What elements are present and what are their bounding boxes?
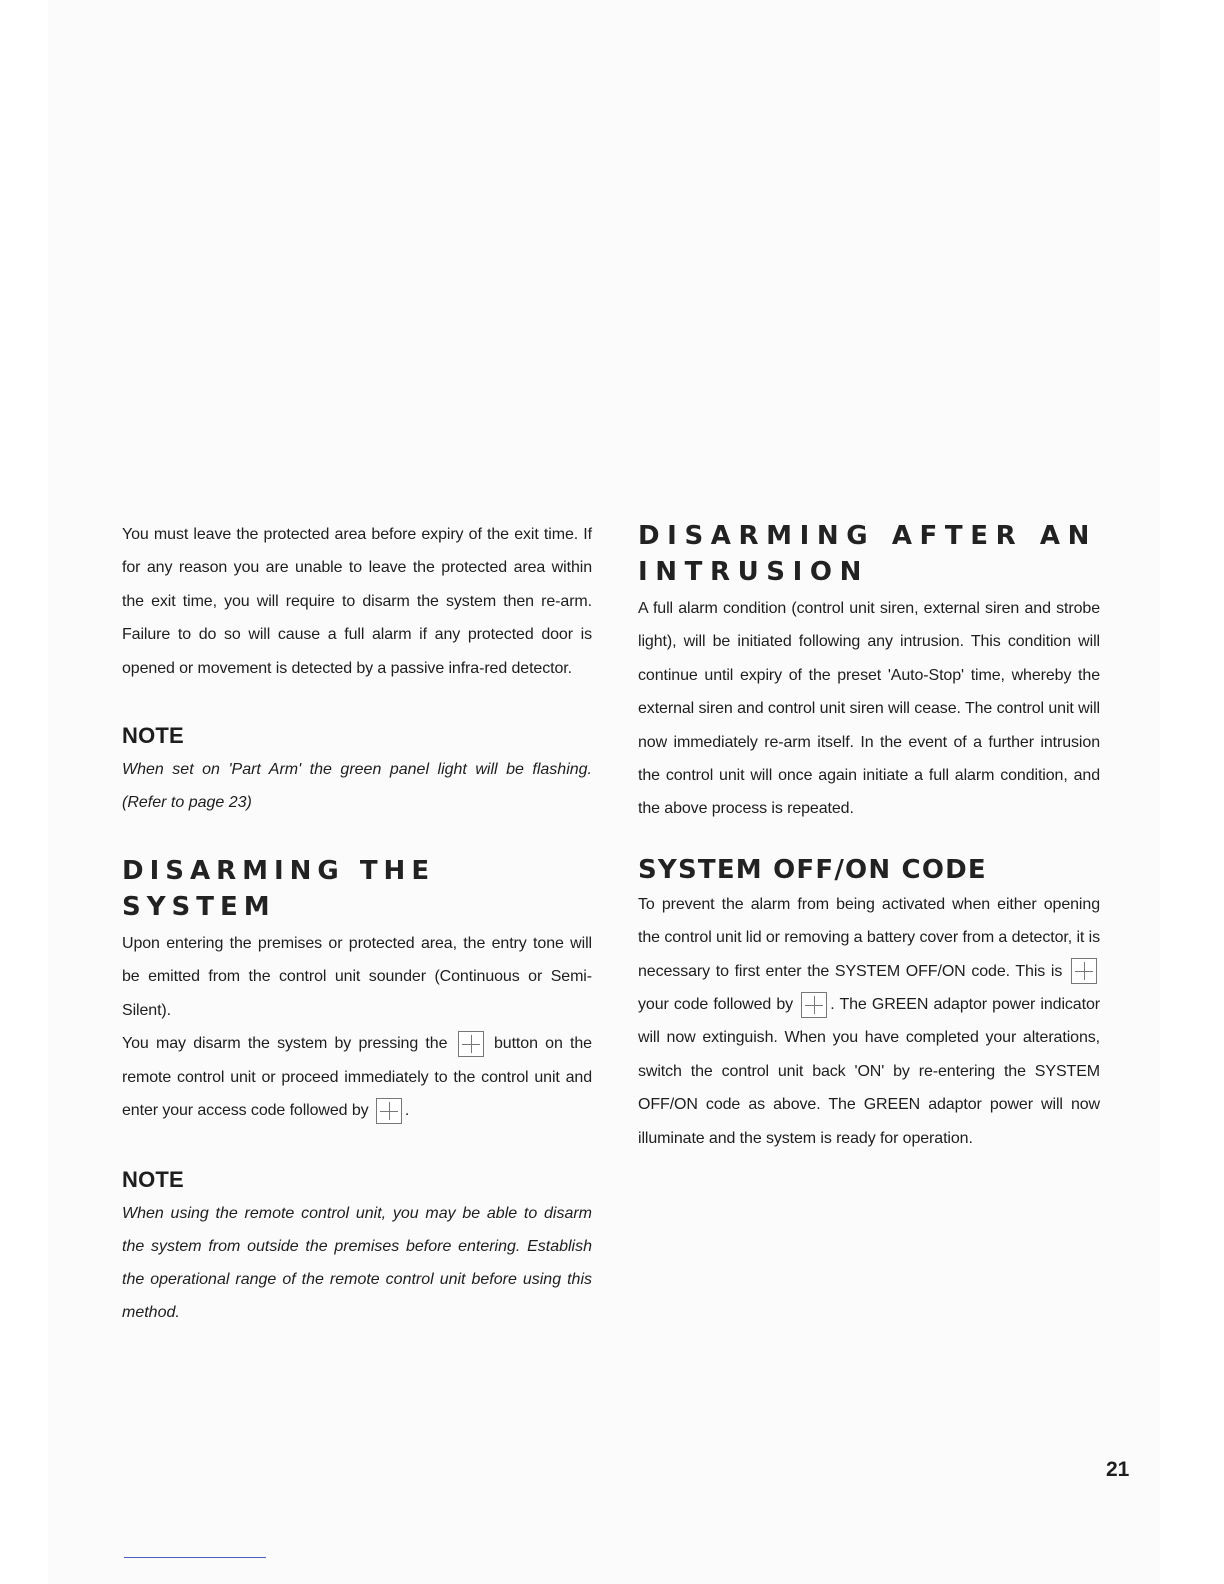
system-code-text-part3: . The GREEN adaptor power indicator will now extinguish. When you have completed your alterations, switch the control unit back 'ON' by re-entering the SYSTEM OFF/ON code as above. The GREEN adaptor power will now illuminate and the system is ready for operation. — [638, 996, 1100, 1147]
disarm-text-part2: button on the remote control unit or proceed immediately to the control unit and enter your access code followed by — [122, 1035, 592, 1120]
left-column — [122, 518, 592, 1329]
note-text: When set on 'Part Arm' the green panel light will be flashing. (Refer to page 23) — [122, 761, 592, 812]
disarm-text-part1: You may disarm the system by pressing the — [122, 1035, 448, 1053]
keypad-key-icon — [376, 1098, 402, 1124]
disarm-instructions-paragraph — [122, 1027, 592, 1127]
note-heading: NOTE — [122, 1167, 184, 1193]
entry-tone-paragraph: Upon entering the premises or protected area, the entry tone will be emitted from the control unit sounder (Continuous or Semi-Silent). — [122, 935, 592, 1019]
disarming-heading — [122, 853, 592, 925]
disarm-text-part3: . — [404, 1102, 410, 1120]
exit-time-paragraph: You must leave the protected area before expiry of the exit time. If for any reason you are unable to leave the protected area within the exit time, you will require to disarm the system then re-arm. Failure to do so will cause a full alarm if any protected door is opened or movement is detected by a passive infra-red detector. — [122, 526, 592, 677]
keypad-key-icon — [801, 992, 827, 1018]
note-text: When using the remote control unit, you may be able to disarm the system from outside the premises before entering. Establish the operational range of the remote control unit before using this method. — [122, 1205, 592, 1322]
page-number: 21 — [1106, 1458, 1130, 1481]
keypad-key-icon — [458, 1031, 484, 1057]
disarming-heading-line1: DISARMING THE — [122, 856, 436, 887]
keypad-key-icon — [1071, 958, 1097, 984]
system-code-text-part1: To prevent the alarm from being activated when either opening the control unit lid or removing a battery cover from a detector, it is necessary to first enter the SYSTEM OFF/ON code. This is — [638, 895, 1100, 980]
right-column — [638, 518, 1100, 1155]
intrusion-heading — [638, 518, 1100, 590]
intrusion-paragraph: A full alarm condition (control unit siren, external siren and strobe light), will be initiated following any intrusion. This condition will continue until expiry of the preset 'Auto-Stop' time, whereby the external siren and control unit siren will cease. The control unit will now immediately re-arm itself. In the event of a further intrusion the control unit will once again initiate a full alarm condition, and the above process is repeated. — [638, 600, 1100, 818]
system-code-heading: SYSTEM OFF/ON CODE — [638, 854, 987, 885]
intrusion-heading-line1: DISARMING AFTER AN — [638, 521, 1097, 551]
intrusion-heading-line2: INTRUSION — [638, 557, 869, 587]
footer-rule — [124, 1557, 266, 1558]
system-code-text-part2: your code followed by — [638, 996, 794, 1014]
note-heading: NOTE — [122, 723, 184, 749]
disarming-heading-line2: SYSTEM — [122, 892, 276, 923]
system-code-paragraph — [638, 888, 1100, 1155]
